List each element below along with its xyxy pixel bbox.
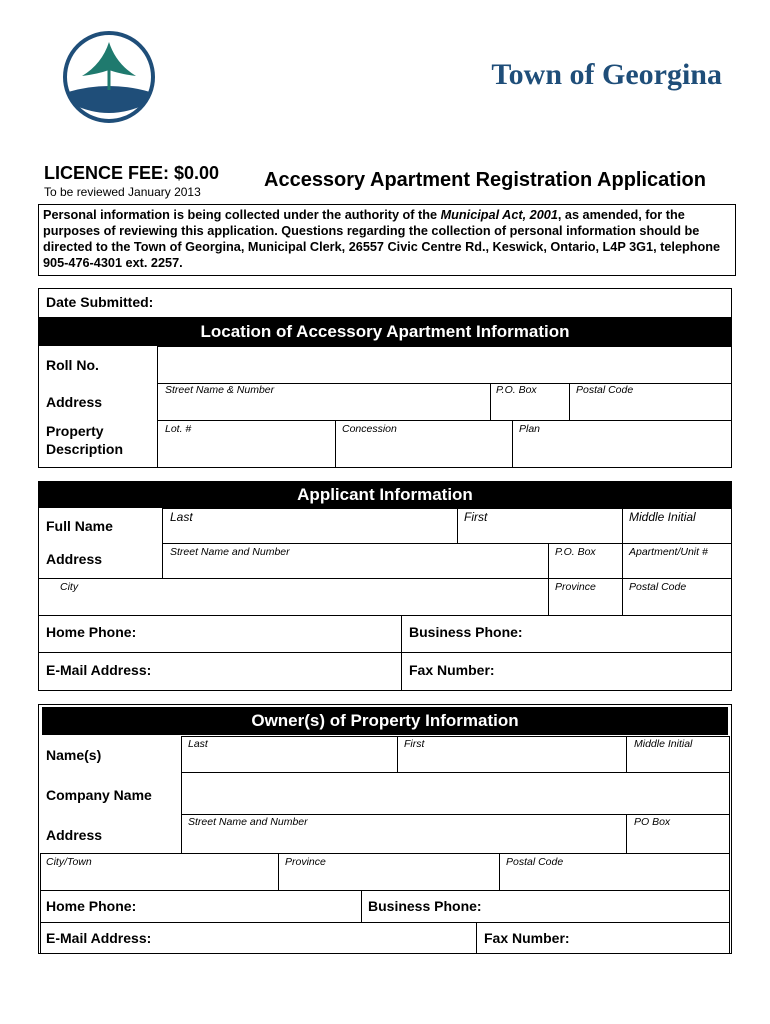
owner-street-sublabel: Street Name and Number xyxy=(188,816,308,828)
applicant-po-box-sublabel: P.O. Box xyxy=(555,546,596,558)
company-name-label: Company Name xyxy=(46,787,152,803)
location-street-sublabel: Street Name & Number xyxy=(165,384,275,396)
date-submitted-label: Date Submitted: xyxy=(46,294,154,310)
owner-first-name-field[interactable] xyxy=(397,736,627,773)
owner-home-phone-label: Home Phone: xyxy=(46,898,137,914)
plan-sublabel: Plan xyxy=(519,423,541,435)
location-address-label: Address xyxy=(46,394,103,410)
property-description-label-1: Property xyxy=(46,423,104,439)
owner-address-label: Address xyxy=(46,827,103,843)
applicant-street-sublabel: Street Name and Number xyxy=(170,546,290,558)
applicant-email-label: E-Mail Address: xyxy=(46,662,152,678)
date-submitted-field[interactable] xyxy=(170,290,730,316)
owner-fax-label: Fax Number: xyxy=(484,930,570,946)
town-of-georgina-logo-icon xyxy=(62,30,156,124)
review-note: To be reviewed January 2013 xyxy=(44,185,201,199)
applicant-business-phone-label: Business Phone: xyxy=(409,624,523,640)
property-description-label-2: Description xyxy=(46,441,124,457)
company-name-field[interactable] xyxy=(181,772,730,815)
location-po-box-sublabel: P.O. Box xyxy=(496,384,537,396)
concession-sublabel: Concession xyxy=(342,423,397,435)
owner-first-sublabel: First xyxy=(404,738,425,750)
roll-no-field[interactable] xyxy=(157,346,732,384)
town-name: Town of Georgina xyxy=(491,58,722,91)
location-heading: Location of Accessory Apartment Information xyxy=(38,317,732,346)
applicant-home-phone-label: Home Phone: xyxy=(46,624,137,640)
applicant-province-sublabel: Province xyxy=(555,581,596,593)
owner-last-sublabel: Last xyxy=(188,738,208,750)
form-title: Accessory Apartment Registration Application xyxy=(264,169,706,191)
lot-sublabel: Lot. # xyxy=(165,423,192,435)
owner-email-label: E-Mail Address: xyxy=(46,930,152,946)
licence-fee: LICENCE FEE: $0.00 xyxy=(44,163,220,183)
roll-no-label: Roll No. xyxy=(46,357,99,373)
owner-province-sublabel: Province xyxy=(285,856,326,868)
applicant-city-field[interactable] xyxy=(38,578,549,616)
owner-postal-code-sublabel: Postal Code xyxy=(506,856,564,868)
applicant-first-sublabel: First xyxy=(464,510,488,524)
plan-field[interactable] xyxy=(512,420,732,468)
location-postal-code-sublabel: Postal Code xyxy=(576,384,634,396)
applicant-address-label: Address xyxy=(46,551,103,567)
owner-city-sublabel: City/Town xyxy=(46,856,92,868)
applicant-apt-sublabel: Apartment/Unit # xyxy=(629,546,708,558)
owner-business-phone-label: Business Phone: xyxy=(368,898,482,914)
owner-last-name-field[interactable] xyxy=(181,736,398,773)
applicant-last-sublabel: Last xyxy=(170,510,193,524)
full-name-label: Full Name xyxy=(46,518,113,534)
owner-heading: Owner(s) of Property Information xyxy=(42,707,728,735)
applicant-postal-code-sublabel: Postal Code xyxy=(629,581,687,593)
owner-po-box-sublabel: PO Box xyxy=(634,816,671,828)
applicant-fax-label: Fax Number: xyxy=(409,662,495,678)
owner-names-label: Name(s) xyxy=(46,747,102,763)
applicant-heading: Applicant Information xyxy=(38,481,732,508)
owner-middle-sublabel: Middle Initial xyxy=(634,738,693,750)
privacy-notice: Personal information is being collected under the authority of the Municipal Act, 2001, as amended, for the purposes of reviewing this application. Questions regarding the collection of personal information should be directed to the Town of Georgina, Municipal Clerk, 26557 Civic Centre Rd., Keswick, Ontario, L4P 3G1, telephone 905-476-4301 ext. 2257. xyxy=(38,204,736,276)
applicant-middle-sublabel: Middle Initial xyxy=(629,510,696,524)
applicant-city-sublabel: City xyxy=(60,581,79,593)
applicant-last-name-field[interactable] xyxy=(162,508,458,544)
